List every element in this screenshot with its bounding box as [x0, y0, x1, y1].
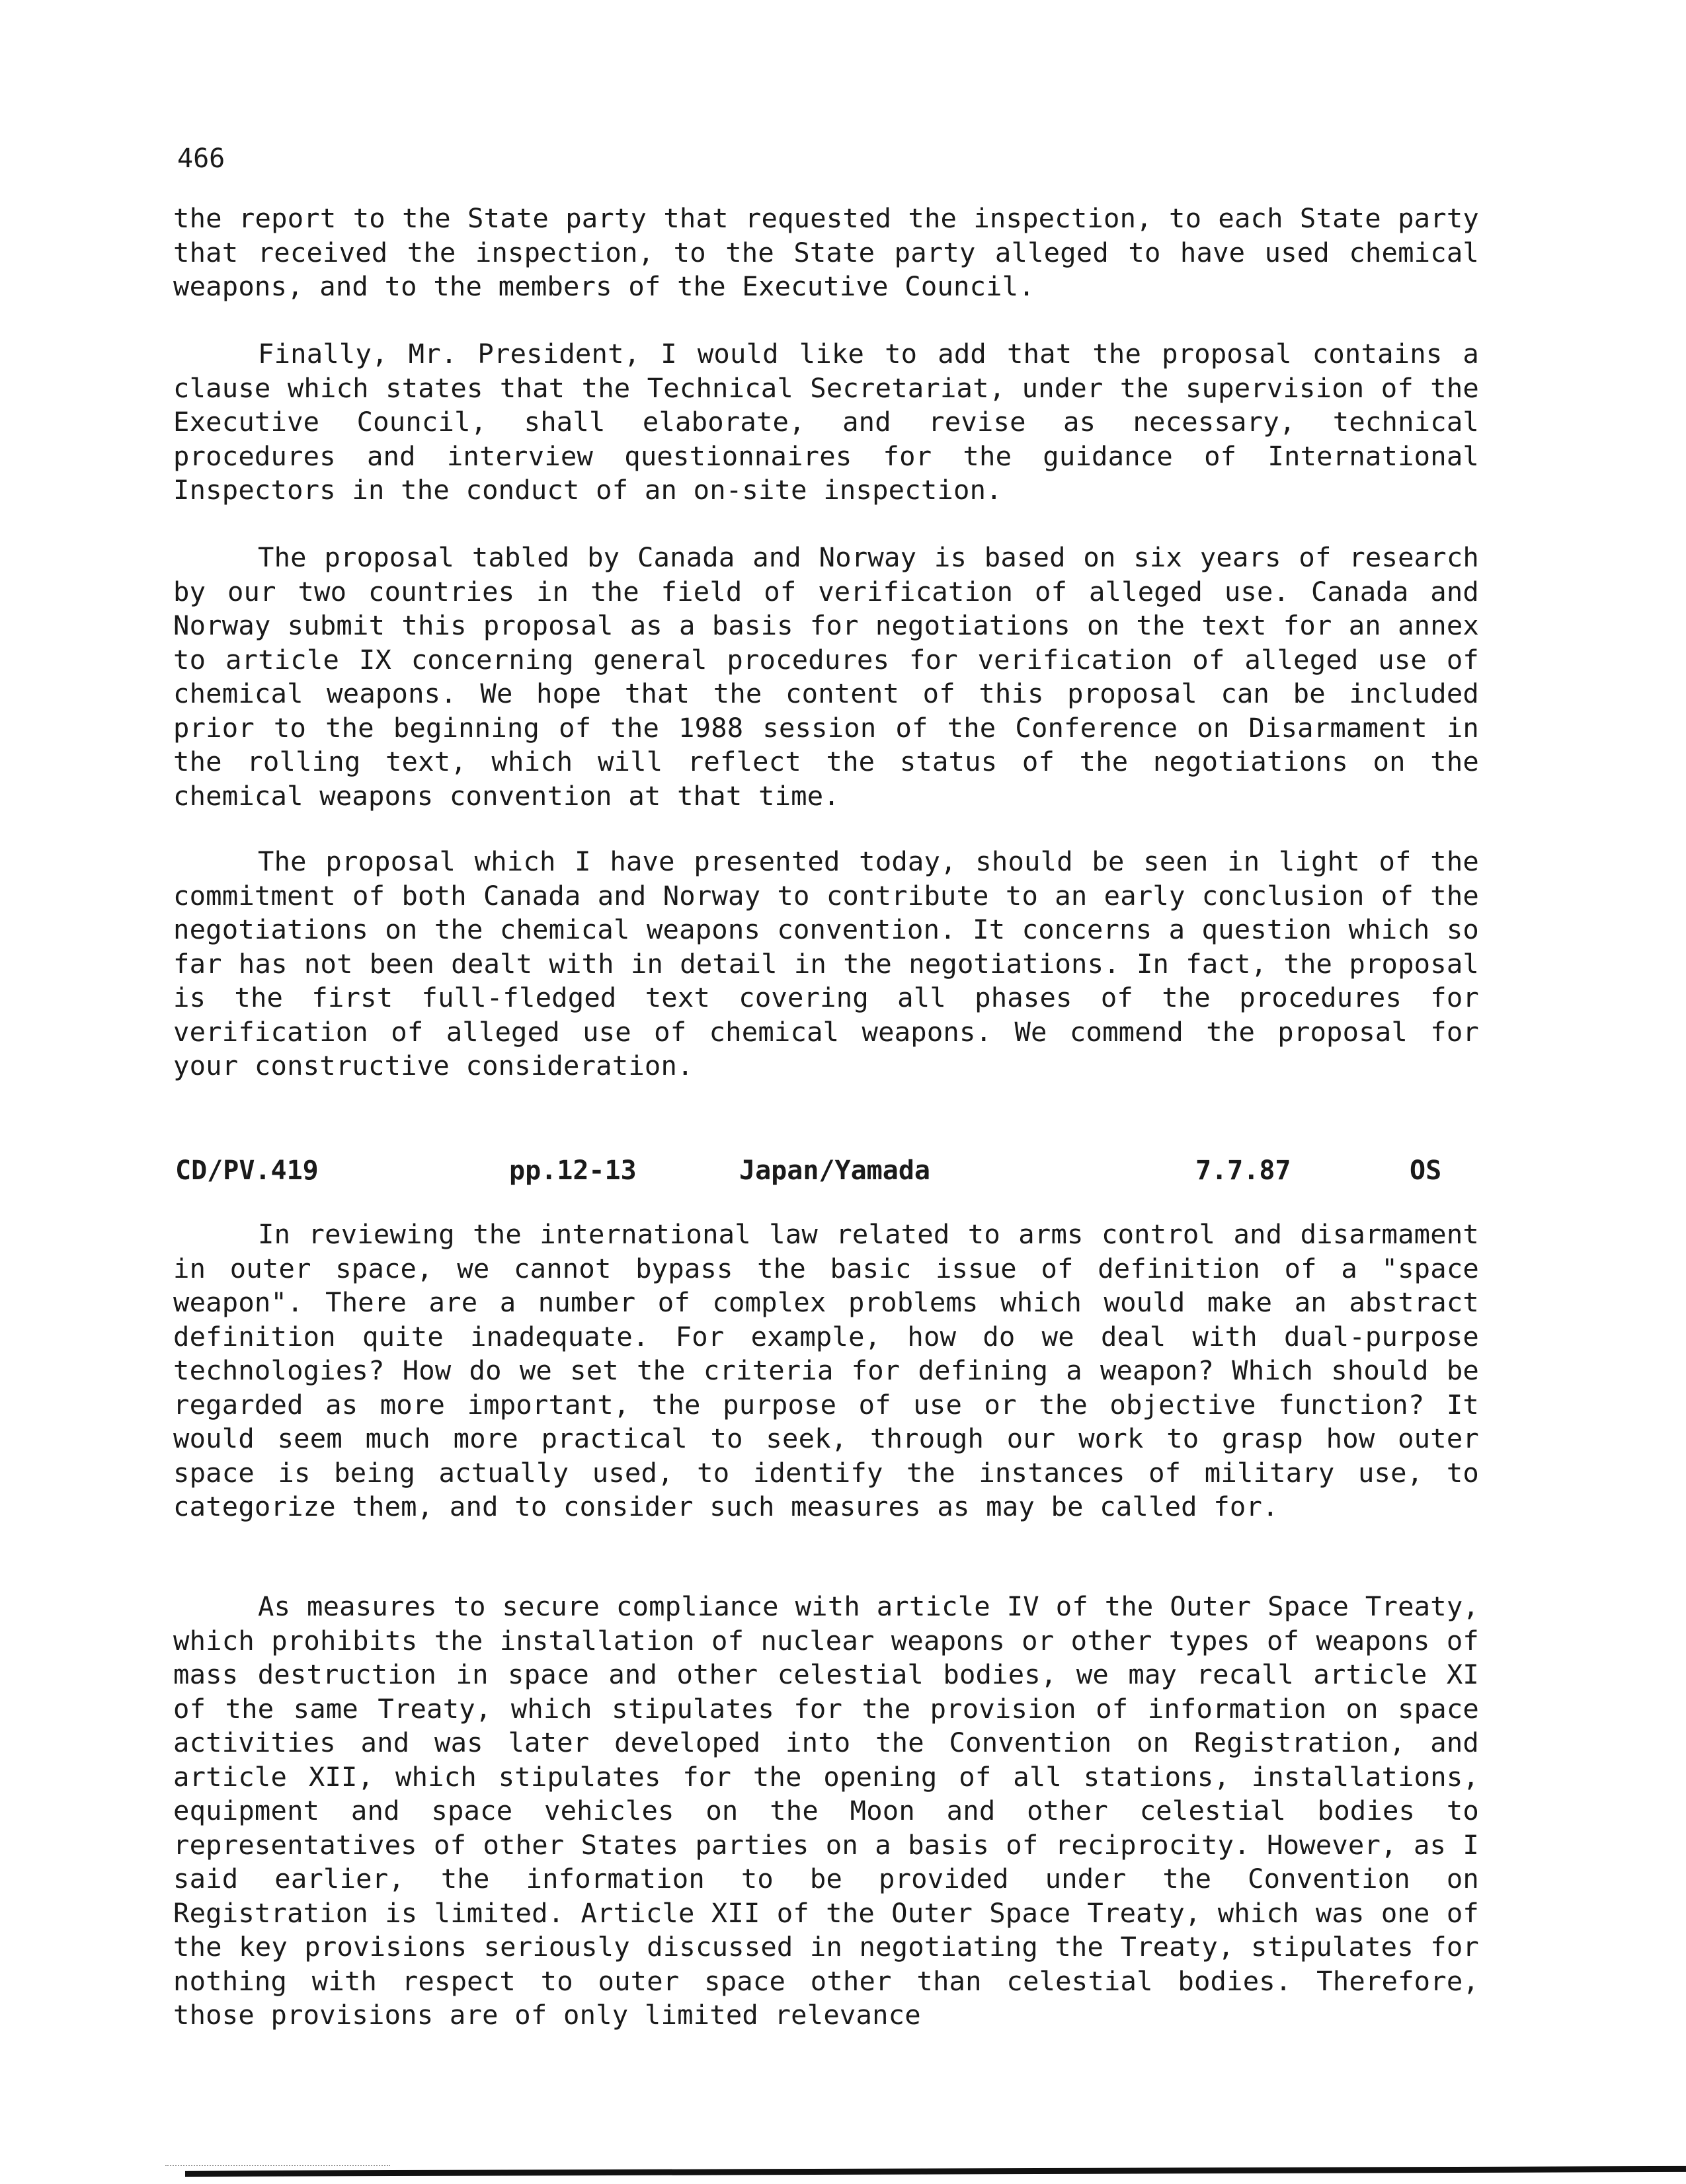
paragraph-proposal-basis: The proposal tabled by Canada and Norway is based on six years of research by our two countries in the field of verification of alleged use. Canada and Norway submit this proposal as a basis for negotiations on the text for an annex to article IX concerning general procedures for verification of alleged use of chemical weapons. We hope that the content of this proposal can be included prior to the beginning of the 1988 session of the Conference on Disarmament in the rolling text, which will reflect the status of the negotiations on the chemical weapons convention at that time.	[173, 541, 1479, 812]
paragraph-proposal-commitment: The proposal which I have presented today, should be seen in light of the commitment of both Canada and Norway to contribute to an early conclusion of the negotiations on the chemical weapons convention. It concerns a question which so far has not been dealt with in detail in the negotiations. In fact, the proposal is the first full-fledged text covering all phases of the procedures for verification of alleged use of chemical weapons. We commend the proposal for your constructive consideration.	[173, 845, 1479, 1081]
bottom-border-line	[185, 2166, 1686, 2177]
reference-date: 7.7.87	[1195, 1155, 1291, 1186]
reference-pages: pp.12-13	[509, 1155, 637, 1186]
paragraph-outer-space-treaty: As measures to secure compliance with article IV of the Outer Space Treaty, which prohibits the installation of nuclear weapons or other types of weapons of mass destruction in space and other celestial bodies, we may recall article XI of the same Treaty, which stipulates for the provision of information on space activities and was later developed into the Convention on Registration, and article XII, which stipulates for the opening of all stations, installations, equipment and space vehicles on the Moon and other celestial bodies to representatives of other States parties on a basis of reciprocity. However, as I said earlier, the information to be provided under the Convention on Registration is limited. Article XII of the Outer Space Treaty, which was one of the key provisions seriously discussed in negotiating the Treaty, stipulates for nothing with respect to outer space other than celestial bodies. Therefore, those provisions are of only limited relevance	[173, 1590, 1479, 2031]
paragraph-space-weapon-definition: In reviewing the international law related to arms control and disarmament in outer space, we cannot bypass the basic issue of definition of a "space weapon". There are a number of complex problems which would make an abstract definition quite inadequate. For example, how do we deal with dual-purpose technologies? How do we set the criteria for defining a weapon? Which should be regarded as more important, the purpose of use or the objective function? It would seem much more practical to seek, through our work to grasp how outer space is being actually used, to identify the instances of military use, to categorize them, and to consider such measures as may be called for.	[173, 1218, 1479, 1522]
reference-header	[0, 1152, 1686, 1189]
scan-edge-mark	[165, 2165, 390, 2166]
page-number: 466	[177, 143, 225, 174]
paragraph-technical-procedures: Finally, Mr. President, I would like to add that the proposal contains a clause which states that the Technical Secretariat, under the supervision of the Executive Council, shall elaborate, and revise as necessary, technical procedures and interview questionnaires for the guidance of International Inspectors in the conduct of an on-site inspection.	[173, 338, 1479, 506]
reference-speaker: Japan/Yamada	[739, 1155, 930, 1186]
paragraph-inspection-report: the report to the State party that requested the inspection, to each State party that received the inspection, to the State party alleged to have used chemical weapons, and to the members of the Executive Council.	[173, 202, 1479, 302]
reference-language: OS	[1410, 1155, 1442, 1186]
reference-document: CD/PV.419	[175, 1155, 319, 1186]
